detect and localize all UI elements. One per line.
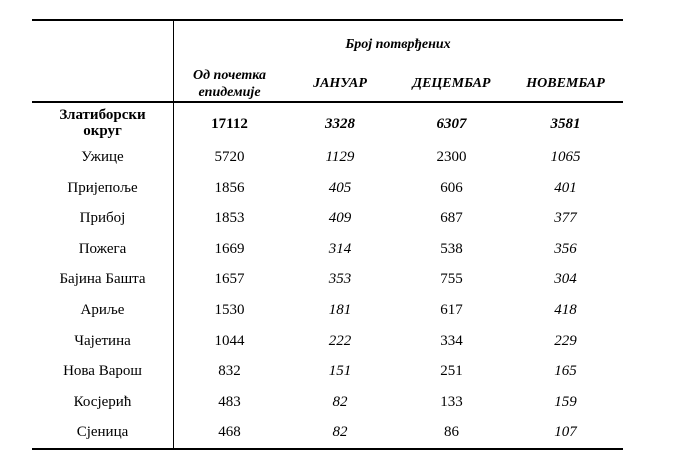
covid-cases-table <box>32 19 623 450</box>
row-value-december: 538 <box>440 241 463 257</box>
row-value-december: 606 <box>440 180 463 196</box>
row-value-december: 251 <box>440 363 463 379</box>
total-row-label <box>32 107 173 139</box>
row-value-november: 229 <box>554 333 577 349</box>
column-header-december: ДЕЦЕМБАР <box>412 76 491 91</box>
row-value-since-start: 1853 <box>214 210 245 226</box>
total-january: 3328 <box>325 116 355 132</box>
row-value-january: 222 <box>328 333 352 349</box>
row-value-november: 401 <box>554 180 577 196</box>
column-header-november: НОВЕМБАР <box>526 76 605 91</box>
row-value-december: 334 <box>440 333 463 349</box>
row-value-since-start: 1657 <box>214 271 245 287</box>
row-name: Нова Варош <box>63 363 142 379</box>
row-name: Ариље <box>80 302 125 318</box>
row-value-january: 405 <box>328 180 352 196</box>
row-value-since-start: 468 <box>218 424 241 440</box>
table-top-rule <box>32 19 623 21</box>
row-value-december: 2300 <box>436 149 467 165</box>
row-value-december: 687 <box>440 210 463 226</box>
total-november: 3581 <box>550 116 581 132</box>
row-value-january: 314 <box>328 241 352 257</box>
row-value-january: 82 <box>332 394 348 410</box>
row-value-january: 151 <box>328 363 352 379</box>
row-name: Чајетина <box>74 333 131 349</box>
column-header-since-start <box>174 67 285 101</box>
row-value-january: 82 <box>332 424 348 440</box>
row-value-december: 133 <box>440 394 463 410</box>
row-value-since-start: 1856 <box>214 180 245 196</box>
row-value-december: 617 <box>440 302 463 318</box>
row-value-november: 165 <box>554 363 577 379</box>
total-row-label-line2: округ <box>83 123 122 139</box>
row-value-november: 107 <box>554 424 577 440</box>
row-value-since-start: 1530 <box>214 302 245 318</box>
row-value-january: 181 <box>328 302 352 318</box>
group-header: Број потврђених <box>345 37 451 52</box>
row-value-january: 353 <box>328 271 352 287</box>
column-header-since-start-line1: Од почетка <box>193 68 266 83</box>
row-value-since-start: 1044 <box>214 333 245 349</box>
total-row-label-line1: Златиборски <box>59 107 146 123</box>
row-value-january: 409 <box>328 210 352 226</box>
header-bottom-rule <box>32 101 623 103</box>
row-name: Пожега <box>78 241 127 257</box>
total-since-start: 17112 <box>211 116 248 132</box>
total-december: 6307 <box>436 116 467 132</box>
row-name: Косјерић <box>73 394 132 410</box>
row-value-since-start: 483 <box>218 394 241 410</box>
row-value-november: 159 <box>554 394 577 410</box>
row-value-november: 1065 <box>550 149 581 165</box>
row-name: Прибој <box>79 210 126 226</box>
row-name: Бајина Башта <box>59 271 146 287</box>
row-value-november: 377 <box>554 210 577 226</box>
row-value-november: 356 <box>554 241 577 257</box>
row-value-november: 304 <box>554 271 577 287</box>
row-value-since-start: 832 <box>218 363 241 379</box>
row-value-december: 755 <box>440 271 463 287</box>
row-value-november: 418 <box>554 302 577 318</box>
row-value-since-start: 1669 <box>214 241 245 257</box>
row-name: Пријепоље <box>67 180 138 196</box>
table-bottom-rule <box>32 448 623 450</box>
row-name: Сјеница <box>76 424 129 440</box>
row-value-january: 1129 <box>325 149 355 165</box>
column-header-january: ЈАНУАР <box>313 76 367 91</box>
row-name: Ужице <box>81 149 124 165</box>
row-value-december: 86 <box>444 424 459 440</box>
column-header-since-start-line2: епидемије <box>198 85 261 100</box>
row-value-since-start: 5720 <box>214 149 245 165</box>
